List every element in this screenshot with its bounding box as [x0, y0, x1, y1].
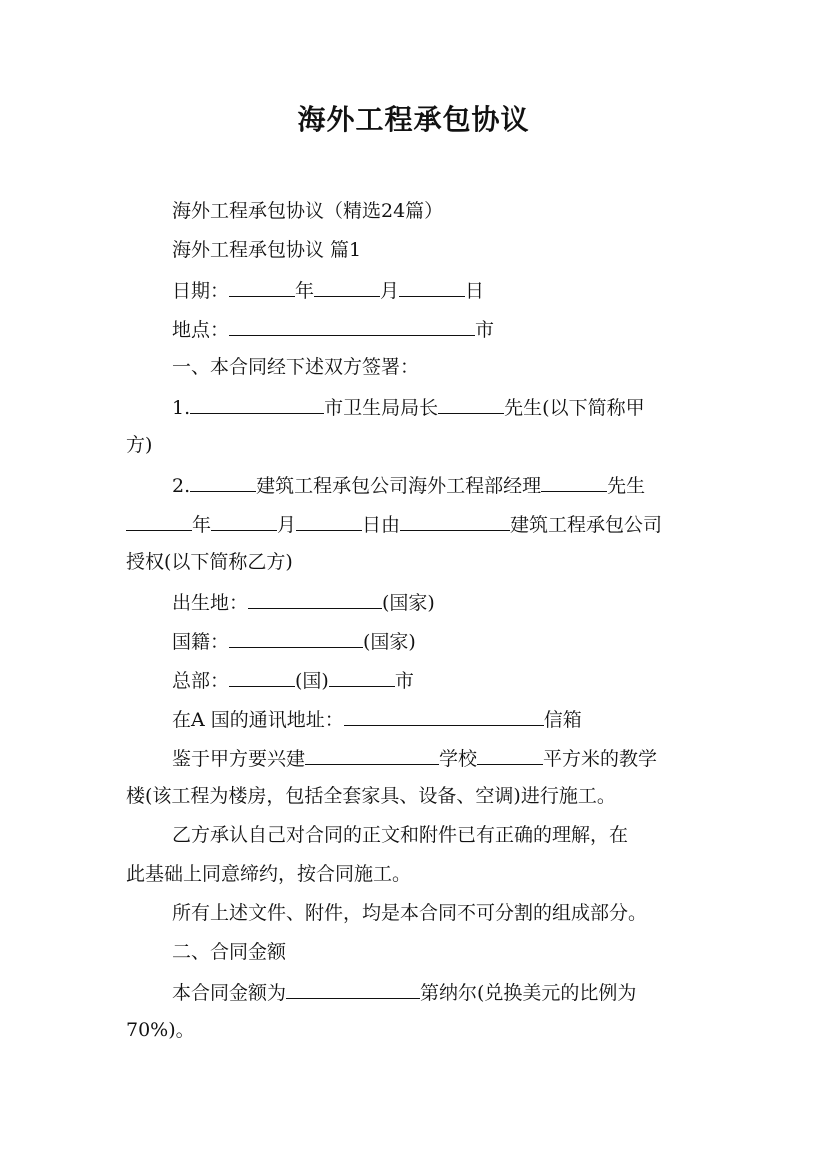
party-b-line: [172, 471, 762, 499]
party-b-day-label: 日由: [362, 514, 401, 536]
party-b-month-label: 月: [277, 514, 297, 536]
documents-line: [172, 900, 762, 926]
construction-continued-line: [126, 783, 716, 809]
headquarters-country-blank: [229, 666, 295, 687]
location-label: 地点：: [172, 319, 230, 341]
document-title: 海外工程承包协议: [297, 103, 530, 136]
party-b-year-blank: [126, 510, 192, 531]
mailbox-label: 信箱: [543, 709, 582, 731]
party-a-continued-text: 方): [126, 434, 153, 456]
construction-line: [172, 744, 762, 772]
acknowledgement-text: 乙方承认自己对合同的正文和附件已有正确的理解，在: [172, 824, 629, 846]
section-heading-line: [172, 237, 762, 263]
address-blank: [344, 705, 544, 726]
subtitle-line: [172, 198, 762, 224]
year-blank: [229, 276, 295, 297]
documents-text: 所有上述文件、附件，均是本合同不可分割的组成部分。: [172, 902, 648, 924]
party-b-number: 2.: [172, 475, 191, 497]
nationality-blank: [229, 627, 363, 648]
signing-heading-line: [172, 354, 762, 380]
birthplace-line: [172, 588, 762, 616]
section-heading-text: 海外工程承包协议 篇1: [172, 239, 362, 261]
party-a-city-blank: [190, 393, 324, 414]
amount-prefix: 本合同金额为: [172, 982, 287, 1004]
amount-currency-text: 第纳尔(兑换美元的比例为: [420, 982, 637, 1004]
nationality-country-label: (国家): [363, 631, 416, 653]
address-label: 在A 国的通讯地址：: [172, 709, 344, 731]
party-b-company-label: 建筑工程承包公司: [510, 514, 663, 536]
date-line: [172, 276, 762, 304]
party-b-mister: 先生: [607, 475, 646, 497]
construction-prefix: 鉴于甲方要兴建: [172, 748, 306, 770]
day-blank: [399, 276, 465, 297]
party-a-name-blank: [438, 393, 504, 414]
amount-blank: [286, 978, 420, 999]
area-label: 平方米的教学: [543, 748, 658, 770]
party-a-suffix: 先生(以下简称甲: [504, 397, 645, 419]
month-blank: [314, 276, 380, 297]
birthplace-blank: [248, 588, 382, 609]
headquarters-city-blank: [329, 666, 395, 687]
headquarters-label: 总部：: [172, 670, 230, 692]
school-name-blank: [305, 744, 439, 765]
school-label: 学校: [439, 748, 478, 770]
area-blank: [477, 744, 543, 765]
party-b-name-blank: [541, 471, 607, 492]
construction-continued-text: 楼(该工程为楼房，包括全套家具、设备、空调)进行施工。: [126, 785, 616, 807]
party-b-authorization-line: [126, 549, 716, 575]
party-a-number: 1.: [172, 397, 191, 419]
location-line: [172, 315, 762, 343]
headquarters-country-label: (国): [295, 670, 329, 692]
location-blank: [229, 315, 475, 336]
city-label: 市: [475, 319, 495, 341]
party-a-continued-line: [126, 432, 716, 458]
party-a-line: [172, 393, 762, 421]
headquarters-city-label: 市: [394, 670, 414, 692]
headquarters-line: [172, 666, 762, 694]
date-label: 日期：: [172, 280, 230, 302]
address-line: [172, 705, 762, 733]
signing-heading-text: 一、本合同经下述双方签署：: [172, 356, 420, 378]
acknowledgement-continued-line: [126, 861, 716, 887]
party-b-month-blank: [211, 510, 277, 531]
amount-line: [172, 978, 762, 1006]
year-label: 年: [295, 280, 315, 302]
party-b-title: 建筑工程承包公司海外工程部经理: [256, 475, 542, 497]
acknowledgement-continued-text: 此基础上同意缔约，按合同施工。: [126, 863, 412, 885]
nationality-label: 国籍：: [172, 631, 230, 653]
party-b-authority-blank: [400, 510, 510, 531]
party-b-date-line: [126, 510, 716, 538]
party-b-day-blank: [296, 510, 362, 531]
party-b-company-blank: [190, 471, 256, 492]
acknowledgement-line: [172, 822, 762, 848]
amount-heading-line: [172, 939, 762, 965]
month-label: 月: [380, 280, 400, 302]
amount-continued-text: 70%)。: [126, 1019, 195, 1041]
party-b-authorization-text: 授权(以下简称乙方): [126, 551, 293, 573]
party-a-title: 市卫生局局长: [324, 397, 439, 419]
subtitle-text: 海外工程承包协议（精选24篇）: [172, 200, 444, 222]
amount-continued-line: [126, 1017, 716, 1043]
birthplace-country-label: (国家): [382, 592, 435, 614]
birthplace-label: 出生地：: [172, 592, 249, 614]
party-b-year-label: 年: [192, 514, 212, 536]
amount-heading-text: 二、合同金额: [172, 941, 287, 963]
day-label: 日: [465, 280, 485, 302]
nationality-line: [172, 627, 762, 655]
